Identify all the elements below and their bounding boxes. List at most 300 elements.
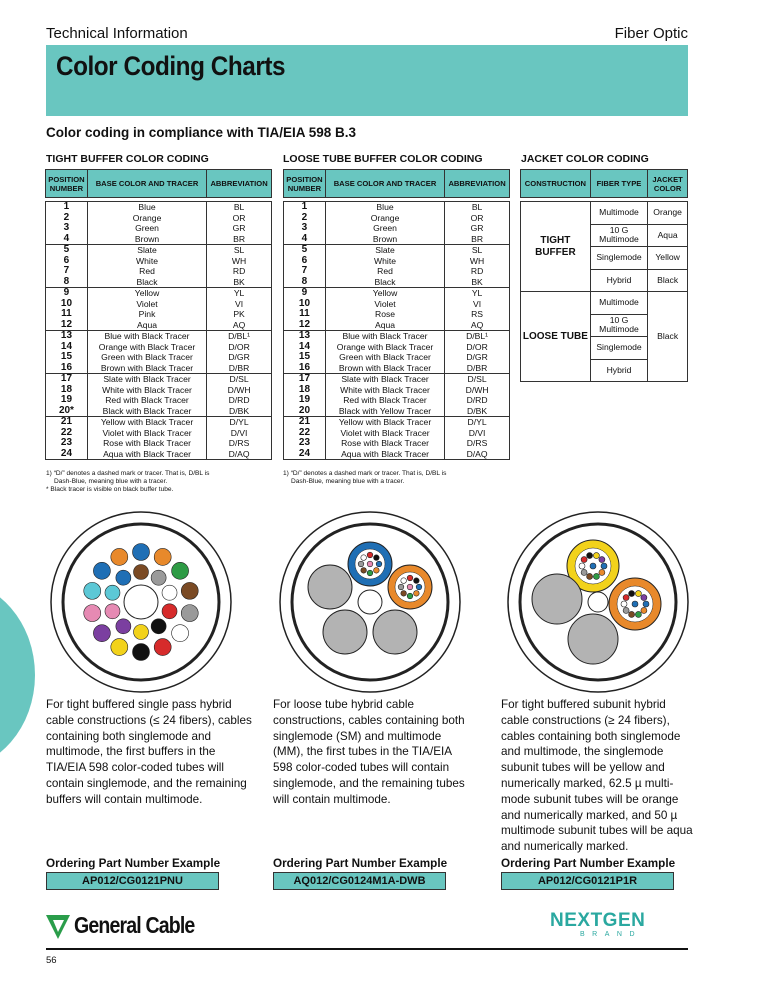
header-right-text: Fiber Optic bbox=[614, 25, 688, 42]
fiber bbox=[374, 568, 380, 574]
table-row bbox=[284, 299, 510, 310]
col-header-abbr: ABBREVIATION bbox=[445, 170, 510, 198]
color-cell: Rose with Black Tracer bbox=[325, 438, 444, 449]
position-cell: 3 bbox=[46, 223, 88, 234]
loose-tube-title: LOOSE TUBE BUFFER COLOR CODING bbox=[283, 153, 483, 165]
description-subunit: For tight buffered subunit hybrid cable constructions (≥ 24 fibers), cables containing both singlemode and multimode, the singlemode subunit tubes will be yellow and numerically marked, 62.5 µ multi-mode subunit tubes will be orange and numerically marked, and 50 µ multimode subunit tubes will be aqua and numerically marked. bbox=[501, 698, 693, 854]
position-cell: 8 bbox=[284, 277, 326, 288]
ordering-label-1: Ordering Part Number Example bbox=[46, 857, 221, 870]
table-row bbox=[284, 320, 510, 331]
tight-buffer-fiber bbox=[134, 625, 149, 640]
abbreviation-cell: OR bbox=[445, 213, 510, 224]
footnote-line: * Black tracer is visible on black buffer tube. bbox=[46, 486, 174, 493]
jacket-color-cell: Black bbox=[648, 292, 688, 382]
col-header-position: POSITION NUMBER bbox=[46, 170, 88, 198]
table-row bbox=[46, 320, 272, 331]
color-cell: Aqua with Black Tracer bbox=[325, 449, 444, 460]
abbreviation-cell: VI bbox=[207, 299, 272, 310]
color-cell: White bbox=[325, 256, 444, 267]
fiber bbox=[358, 561, 364, 567]
tight-buffer-fiber bbox=[172, 562, 189, 579]
color-cell: White with Black Tracer bbox=[325, 385, 444, 396]
table-row bbox=[284, 406, 510, 417]
fiber bbox=[398, 584, 404, 590]
table-row bbox=[46, 374, 272, 385]
table-row bbox=[46, 331, 272, 342]
color-cell: Pink bbox=[87, 309, 206, 320]
color-cell: Red bbox=[87, 266, 206, 277]
abbreviation-cell: GR bbox=[207, 223, 272, 234]
color-cell: Orange bbox=[87, 213, 206, 224]
position-cell: 15 bbox=[284, 352, 326, 363]
position-cell: 20* bbox=[46, 406, 88, 417]
fiber bbox=[623, 607, 629, 613]
table-row bbox=[284, 288, 510, 299]
table-row bbox=[46, 438, 272, 449]
abbreviation-cell: D/WH bbox=[445, 385, 510, 396]
abbreviation-cell: BK bbox=[207, 277, 272, 288]
table-row bbox=[284, 266, 510, 277]
table-row bbox=[46, 202, 272, 213]
table-row bbox=[284, 374, 510, 385]
color-cell: Slate bbox=[325, 245, 444, 256]
fiber bbox=[632, 601, 638, 607]
abbreviation-cell: D/YL bbox=[207, 417, 272, 428]
table-row bbox=[46, 449, 272, 460]
jacket-color-cell: Orange bbox=[648, 202, 688, 225]
color-cell: Slate with Black Tracer bbox=[87, 374, 206, 385]
position-cell: 17 bbox=[284, 374, 326, 385]
abbreviation-cell: D/GR bbox=[445, 352, 510, 363]
table-row bbox=[46, 223, 272, 234]
fiber bbox=[641, 607, 647, 613]
loose-tube-cable-diagram bbox=[277, 509, 463, 695]
table-row bbox=[284, 245, 510, 256]
fiber bbox=[414, 578, 420, 584]
position-cell: 14 bbox=[284, 342, 326, 353]
fiber bbox=[621, 601, 627, 607]
position-cell: 16 bbox=[46, 363, 88, 374]
abbreviation-cell: D/RD bbox=[445, 395, 510, 406]
abbreviation-cell: BR bbox=[207, 234, 272, 245]
position-cell: 10 bbox=[46, 299, 88, 310]
color-cell: Green bbox=[325, 223, 444, 234]
page-title: Color Coding Charts bbox=[56, 51, 286, 81]
position-cell: 1 bbox=[284, 202, 326, 213]
color-cell: Violet bbox=[325, 299, 444, 310]
fiber-type-cell: 10 G Multimode bbox=[590, 314, 647, 337]
fiber bbox=[361, 555, 367, 561]
color-cell: Rose bbox=[325, 309, 444, 320]
tight-buffer-fiber bbox=[84, 582, 101, 599]
col-header-color: BASE COLOR AND TRACER bbox=[87, 170, 206, 198]
table-row bbox=[46, 266, 272, 277]
col-header-fiber-type: FIBER TYPE bbox=[590, 170, 647, 198]
fiber-type-cell: Hybrid bbox=[590, 269, 647, 292]
color-cell: Black with Yellow Tracer bbox=[325, 406, 444, 417]
fiber bbox=[581, 569, 587, 575]
table-row bbox=[284, 309, 510, 320]
tight-buffer-fiber bbox=[116, 619, 131, 634]
fiber bbox=[623, 595, 629, 601]
position-cell: 11 bbox=[46, 309, 88, 320]
abbreviation-cell: RS bbox=[445, 309, 510, 320]
color-cell: Green with Black Tracer bbox=[87, 352, 206, 363]
tight-buffer-table bbox=[45, 169, 272, 460]
abbreviation-cell: D/BL¹ bbox=[207, 331, 272, 342]
abbreviation-cell: BK bbox=[445, 277, 510, 288]
color-cell: Black bbox=[87, 277, 206, 288]
abbreviation-cell: D/GR bbox=[207, 352, 272, 363]
table-row bbox=[284, 234, 510, 245]
tight-buffer-fiber bbox=[181, 605, 198, 622]
fiber-type-cell: Multimode bbox=[590, 202, 647, 225]
tight-buffer-fiber bbox=[133, 544, 150, 561]
abbreviation-cell: D/VI bbox=[207, 428, 272, 439]
position-cell: 10 bbox=[284, 299, 326, 310]
tight-buffer-fiber bbox=[181, 582, 198, 599]
fiber bbox=[629, 611, 635, 617]
color-cell: Blue with Black Tracer bbox=[87, 331, 206, 342]
abbreviation-cell: YL bbox=[207, 288, 272, 299]
footnote-line: Dash-Blue, meaning blue with a tracer. bbox=[54, 478, 168, 485]
fiber bbox=[374, 555, 380, 561]
position-cell: 24 bbox=[284, 449, 326, 460]
table-row bbox=[284, 428, 510, 439]
tight-buffer-fiber bbox=[84, 605, 101, 622]
subunit-cable-diagram bbox=[505, 509, 691, 695]
color-cell: Orange with Black Tracer bbox=[325, 342, 444, 353]
table-row bbox=[284, 223, 510, 234]
abbreviation-cell: D/SL bbox=[207, 374, 272, 385]
fiber bbox=[401, 591, 407, 597]
footnote-line: Dash-Blue, meaning blue with a tracer. bbox=[291, 478, 405, 485]
color-cell: Violet bbox=[87, 299, 206, 310]
color-cell: Brown bbox=[325, 234, 444, 245]
abbreviation-cell: WH bbox=[207, 256, 272, 267]
jacket-color-cell: Yellow bbox=[648, 247, 688, 270]
tight-buffer-fiber bbox=[151, 619, 166, 634]
abbreviation-cell: AQ bbox=[207, 320, 272, 331]
abbreviation-cell: D/OR bbox=[445, 342, 510, 353]
position-cell: 9 bbox=[46, 288, 88, 299]
col-header-abbr: ABBREVIATION bbox=[207, 170, 272, 198]
fiber bbox=[401, 578, 407, 584]
fiber bbox=[599, 569, 605, 575]
color-cell: Blue bbox=[325, 202, 444, 213]
fiber bbox=[376, 561, 382, 567]
decorative-teal-circle bbox=[0, 580, 35, 770]
abbreviation-cell: RD bbox=[445, 266, 510, 277]
part-number-2: AQ012/CG0124M1A-DWB bbox=[273, 872, 446, 890]
position-cell: 12 bbox=[46, 320, 88, 331]
table-row bbox=[284, 363, 510, 374]
table-row bbox=[284, 331, 510, 342]
color-cell: Brown with Black Tracer bbox=[87, 363, 206, 374]
footnote-line: 1) “D/” denotes a dashed mark or tracer. That is, D/BL is bbox=[46, 470, 210, 477]
table-row bbox=[46, 428, 272, 439]
color-cell: Blue with Black Tracer bbox=[325, 331, 444, 342]
ordering-label-3: Ordering Part Number Example bbox=[501, 857, 676, 870]
tight-buffer-fiber bbox=[151, 570, 166, 585]
position-cell: 6 bbox=[46, 256, 88, 267]
abbreviation-cell: D/BR bbox=[207, 363, 272, 374]
loose-tube-label: LOOSE TUBE bbox=[521, 292, 591, 382]
abbreviation-cell: SL bbox=[207, 245, 272, 256]
position-cell: 18 bbox=[46, 385, 88, 396]
tight-footnote bbox=[46, 470, 209, 494]
table-row bbox=[46, 352, 272, 363]
abbreviation-cell: D/RS bbox=[207, 438, 272, 449]
tight-buffer-fiber bbox=[105, 604, 120, 619]
color-cell: Aqua bbox=[325, 320, 444, 331]
position-cell: 7 bbox=[46, 266, 88, 277]
table-row bbox=[46, 395, 272, 406]
fiber bbox=[599, 557, 605, 563]
abbreviation-cell: D/RS bbox=[445, 438, 510, 449]
abbreviation-cell: PK bbox=[207, 309, 272, 320]
title-banner bbox=[46, 45, 688, 116]
table-row bbox=[284, 385, 510, 396]
table-row bbox=[284, 342, 510, 353]
color-cell: White with Black Tracer bbox=[87, 385, 206, 396]
tight-buffer-fiber bbox=[116, 570, 131, 585]
position-cell: 19 bbox=[284, 395, 326, 406]
color-cell: Yellow with Black Tracer bbox=[325, 417, 444, 428]
position-cell: 23 bbox=[284, 438, 326, 449]
fiber bbox=[416, 584, 422, 590]
table-row bbox=[284, 449, 510, 460]
abbreviation-cell: D/BK bbox=[207, 406, 272, 417]
position-cell: 18 bbox=[284, 385, 326, 396]
position-cell: 16 bbox=[284, 363, 326, 374]
color-cell: Yellow bbox=[325, 288, 444, 299]
nextgen-brand-logo bbox=[550, 910, 646, 938]
position-cell: 6 bbox=[284, 256, 326, 267]
tight-buffer-fiber bbox=[111, 548, 128, 565]
color-cell: Blue bbox=[87, 202, 206, 213]
abbreviation-cell: D/OR bbox=[207, 342, 272, 353]
table-row bbox=[46, 256, 272, 267]
color-cell: Black bbox=[325, 277, 444, 288]
tight-buffer-fiber bbox=[154, 639, 171, 656]
fiber bbox=[587, 573, 593, 579]
table-row bbox=[46, 299, 272, 310]
tight-buffer-fiber bbox=[93, 625, 110, 642]
jacket-color-cell: Black bbox=[648, 269, 688, 292]
table-row bbox=[46, 213, 272, 224]
color-cell: Aqua with Black Tracer bbox=[87, 449, 206, 460]
abbreviation-cell: D/SL bbox=[445, 374, 510, 385]
col-header-color: BASE COLOR AND TRACER bbox=[325, 170, 444, 198]
position-cell: 22 bbox=[284, 428, 326, 439]
col-header-construction: CONSTRUCTION bbox=[521, 170, 591, 198]
fiber bbox=[635, 591, 641, 597]
abbreviation-cell: D/BK bbox=[445, 406, 510, 417]
position-cell: 22 bbox=[46, 428, 88, 439]
position-cell: 9 bbox=[284, 288, 326, 299]
abbreviation-cell: D/WH bbox=[207, 385, 272, 396]
abbreviation-cell: SL bbox=[445, 245, 510, 256]
abbreviation-cell: WH bbox=[445, 256, 510, 267]
position-cell: 2 bbox=[46, 213, 88, 224]
fiber bbox=[643, 601, 649, 607]
fiber-type-cell: Singlemode bbox=[590, 247, 647, 270]
abbreviation-cell: D/BL¹ bbox=[445, 331, 510, 342]
fiber bbox=[579, 563, 585, 569]
tight-buffer-label: TIGHT BUFFER bbox=[521, 202, 591, 292]
position-cell: 3 bbox=[284, 223, 326, 234]
header-left-text: Technical Information bbox=[46, 25, 188, 42]
color-cell: Red with Black Tracer bbox=[87, 395, 206, 406]
color-cell: Red with Black Tracer bbox=[325, 395, 444, 406]
position-cell: 1 bbox=[46, 202, 88, 213]
position-cell: 20 bbox=[284, 406, 326, 417]
table-row bbox=[46, 309, 272, 320]
color-cell: Slate bbox=[87, 245, 206, 256]
position-cell: 5 bbox=[46, 245, 88, 256]
color-cell: Violet with Black Tracer bbox=[325, 428, 444, 439]
color-cell: Orange with Black Tracer bbox=[87, 342, 206, 353]
part-number-3: AP012/CG0121P1R bbox=[501, 872, 674, 890]
color-cell: Aqua bbox=[87, 320, 206, 331]
tight-buffer-fiber bbox=[162, 585, 177, 600]
position-cell: 8 bbox=[46, 277, 88, 288]
table-row bbox=[46, 245, 272, 256]
fiber bbox=[635, 611, 641, 617]
jacket-table bbox=[520, 169, 688, 382]
position-cell: 2 bbox=[284, 213, 326, 224]
nextgen-logo-text: NEXTGEN bbox=[550, 910, 646, 931]
table-row bbox=[284, 352, 510, 363]
table-row bbox=[46, 234, 272, 245]
fiber bbox=[367, 561, 373, 567]
tight-buffer-fiber bbox=[162, 604, 177, 619]
position-cell: 15 bbox=[46, 352, 88, 363]
tight-buffer-title: TIGHT BUFFER COLOR CODING bbox=[46, 153, 209, 165]
color-cell: Violet with Black Tracer bbox=[87, 428, 206, 439]
jacket-color-cell: Aqua bbox=[648, 224, 688, 247]
table-row bbox=[46, 385, 272, 396]
abbreviation-cell: D/AQ bbox=[445, 449, 510, 460]
table-row bbox=[46, 288, 272, 299]
abbreviation-cell: BR bbox=[445, 234, 510, 245]
color-cell: Brown bbox=[87, 234, 206, 245]
tight-buffer-fiber bbox=[133, 644, 150, 661]
color-cell: Brown with Black Tracer bbox=[325, 363, 444, 374]
table-row bbox=[46, 342, 272, 353]
tight-buffer-fiber bbox=[172, 625, 189, 642]
fiber-type-cell: Singlemode bbox=[590, 337, 647, 360]
fiber-type-cell: Multimode bbox=[590, 292, 647, 315]
table-row bbox=[284, 395, 510, 406]
color-cell: Black with Black Tracer bbox=[87, 406, 206, 417]
abbreviation-cell: OR bbox=[207, 213, 272, 224]
position-cell: 21 bbox=[284, 417, 326, 428]
position-cell: 13 bbox=[46, 331, 88, 342]
fiber-type-cell: 10 G Multimode bbox=[590, 224, 647, 247]
jacket-title: JACKET COLOR CODING bbox=[521, 153, 649, 165]
table-row bbox=[284, 256, 510, 267]
description-tight: For tight buffered single pass hybrid cable constructions (≤ 24 fibers), cables containing both singlemode and multimode, the first buffers in the TIA/EIA 598 color-coded tubes will contain singlemode, and the remaining buffers will contain multimode. bbox=[46, 698, 252, 806]
tight-buffer-fiber bbox=[134, 565, 149, 580]
fiber bbox=[629, 591, 635, 597]
position-cell: 5 bbox=[284, 245, 326, 256]
color-cell: Green with Black Tracer bbox=[325, 352, 444, 363]
abbreviation-cell: GR bbox=[445, 223, 510, 234]
color-cell: White bbox=[87, 256, 206, 267]
table-row bbox=[46, 277, 272, 288]
color-cell: Orange bbox=[325, 213, 444, 224]
abbreviation-cell: RD bbox=[207, 266, 272, 277]
position-cell: 12 bbox=[284, 320, 326, 331]
abbreviation-cell: BL bbox=[445, 202, 510, 213]
tight-buffer-fiber bbox=[154, 548, 171, 565]
table-row bbox=[284, 213, 510, 224]
fiber bbox=[593, 553, 599, 559]
col-header-jacket-color: JACKET COLOR bbox=[648, 170, 688, 198]
position-cell: 4 bbox=[284, 234, 326, 245]
color-cell: Red bbox=[325, 266, 444, 277]
position-cell: 23 bbox=[46, 438, 88, 449]
abbreviation-cell: D/VI bbox=[445, 428, 510, 439]
tight-buffer-fiber bbox=[93, 562, 110, 579]
position-cell: 19 bbox=[46, 395, 88, 406]
fiber bbox=[367, 552, 373, 558]
subtitle: Color coding in compliance with TIA/EIA 598 B.3 bbox=[46, 125, 357, 140]
position-cell: 17 bbox=[46, 374, 88, 385]
tight-buffer-cable-diagram bbox=[48, 509, 234, 695]
fiber bbox=[361, 568, 367, 574]
footer-divider bbox=[46, 948, 688, 950]
fiber bbox=[407, 584, 413, 590]
color-cell: Yellow bbox=[87, 288, 206, 299]
fiber bbox=[593, 573, 599, 579]
footnote-line: 1) “D/” denotes a dashed mark or tracer. That is, D/BL is bbox=[283, 470, 447, 477]
abbreviation-cell: YL bbox=[445, 288, 510, 299]
fiber bbox=[407, 575, 413, 581]
fiber bbox=[590, 563, 596, 569]
general-cable-logo-text: General Cable bbox=[74, 912, 195, 938]
abbreviation-cell: D/AQ bbox=[207, 449, 272, 460]
part-number-1: AP012/CG0121PNU bbox=[46, 872, 219, 890]
loose-footnote bbox=[283, 470, 446, 486]
color-cell: Rose with Black Tracer bbox=[87, 438, 206, 449]
fiber bbox=[414, 591, 420, 597]
table-row bbox=[46, 417, 272, 428]
brand-logo-text: BRAND bbox=[580, 931, 643, 938]
color-cell: Slate with Black Tracer bbox=[325, 374, 444, 385]
description-loose: For loose tube hybrid cable constructions, cables containing both singlemode (SM) and multimode (MM), the first tubes in the TIA/EIA 598 color-coded tubes will contain singlemode, and the remaining tubes will contain multimode. bbox=[273, 698, 465, 806]
fiber bbox=[587, 553, 593, 559]
abbreviation-cell: BL bbox=[207, 202, 272, 213]
table-row bbox=[284, 438, 510, 449]
abbreviation-cell: D/BR bbox=[445, 363, 510, 374]
position-cell: 21 bbox=[46, 417, 88, 428]
tight-buffer-fiber bbox=[105, 585, 120, 600]
abbreviation-cell: AQ bbox=[445, 320, 510, 331]
fiber bbox=[601, 563, 607, 569]
table-row bbox=[46, 363, 272, 374]
loose-tube-table bbox=[283, 169, 510, 460]
position-cell: 4 bbox=[46, 234, 88, 245]
table-row bbox=[46, 406, 272, 417]
ordering-label-2: Ordering Part Number Example bbox=[273, 857, 448, 870]
fiber-type-cell: Hybrid bbox=[590, 359, 647, 382]
tight-buffer-fiber bbox=[111, 639, 128, 656]
table-row bbox=[284, 277, 510, 288]
position-cell: 11 bbox=[284, 309, 326, 320]
